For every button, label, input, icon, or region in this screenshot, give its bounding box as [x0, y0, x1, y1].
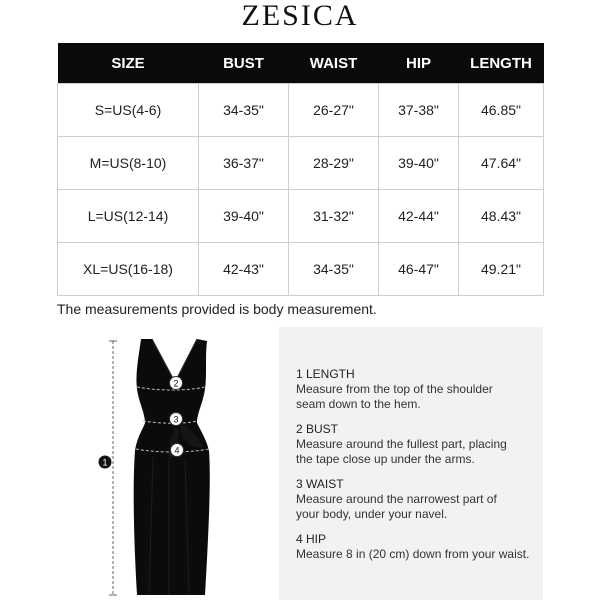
measurement-guide-panel: [279, 327, 543, 600]
cell-waist: 28-29": [289, 137, 379, 190]
size-chart-table: [57, 43, 544, 296]
header-waist: WAIST: [289, 43, 379, 84]
dress-icon: [134, 339, 210, 595]
dress-illustration: [57, 327, 279, 600]
header-size: SIZE: [58, 43, 199, 84]
cell-waist: 31-32": [289, 190, 379, 243]
cell-hip: 39-40": [379, 137, 459, 190]
brand-logo: ZESICA: [241, 0, 359, 32]
cell-length: 46.85": [459, 84, 544, 137]
cell-bust: 36-37": [199, 137, 289, 190]
marker-1: [99, 456, 112, 469]
measurement-desc: Measure around the narrowest part of: [296, 492, 497, 506]
measurement-title: 1 LENGTH: [296, 367, 355, 381]
measurement-desc: Measure from the top of the shoulder: [296, 382, 493, 396]
cell-size: L=US(12-14): [58, 190, 199, 243]
measurement-waist: [296, 477, 536, 522]
svg-text:3: 3: [173, 414, 179, 425]
table-row: [58, 84, 544, 137]
cell-size: XL=US(16-18): [58, 243, 199, 296]
marker-2: [170, 377, 183, 390]
measurement-bust: [296, 422, 536, 467]
measurement-desc: Measure around the fullest part, placing: [296, 437, 507, 451]
marker-3: [170, 413, 183, 426]
measurement-title: 3 WAIST: [296, 477, 344, 491]
table-row: [58, 190, 544, 243]
svg-text:1: 1: [102, 457, 108, 468]
table-row: [58, 243, 544, 296]
header-hip: HIP: [379, 43, 459, 84]
header-length: LENGTH: [459, 43, 544, 84]
measurement-desc: your body, under your navel.: [296, 507, 448, 521]
measurement-title: 4 HIP: [296, 532, 327, 546]
marker-4: [171, 444, 184, 457]
measurement-hip: [296, 532, 536, 562]
cell-bust: 34-35": [199, 84, 289, 137]
header-bust: BUST: [199, 43, 289, 84]
svg-text:2: 2: [173, 378, 179, 389]
cell-hip: 46-47": [379, 243, 459, 296]
measurement-desc: Measure 8 in (20 cm) down from your waist.: [296, 547, 530, 561]
table-row: [58, 137, 544, 190]
cell-hip: 42-44": [379, 190, 459, 243]
svg-text:4: 4: [174, 445, 180, 456]
measurement-desc: seam down to the hem.: [296, 397, 421, 411]
table-header-row: [58, 43, 544, 84]
length-guide: [109, 341, 117, 595]
cell-length: 48.43": [459, 190, 544, 243]
cell-waist: 26-27": [289, 84, 379, 137]
cell-bust: 39-40": [199, 190, 289, 243]
measurement-length: [296, 367, 536, 412]
measurement-note: The measurements provided is body measurement.: [57, 301, 377, 317]
cell-waist: 34-35": [289, 243, 379, 296]
cell-bust: 42-43": [199, 243, 289, 296]
cell-size: S=US(4-6): [58, 84, 199, 137]
cell-length: 47.64": [459, 137, 544, 190]
cell-length: 49.21": [459, 243, 544, 296]
measurement-desc: the tape close up under the arms.: [296, 452, 475, 466]
measurement-title: 2 BUST: [296, 422, 339, 436]
cell-size: M=US(8-10): [58, 137, 199, 190]
cell-hip: 37-38": [379, 84, 459, 137]
